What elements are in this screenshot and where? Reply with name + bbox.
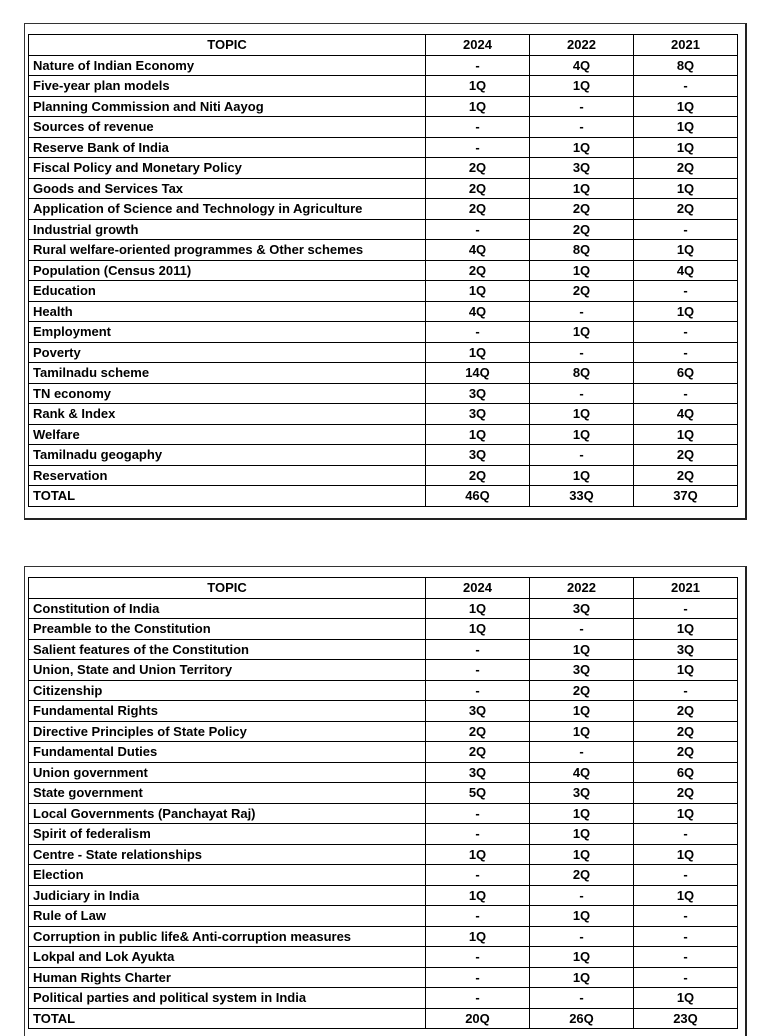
- question-count-cell: 2Q: [530, 219, 634, 240]
- topic-cell: Spirit of federalism: [29, 824, 426, 845]
- table-header-row: [29, 35, 738, 56]
- column-header-topic: TOPIC: [29, 578, 426, 599]
- column-header-year: 2022: [530, 35, 634, 56]
- question-count-cell: 14Q: [426, 363, 530, 384]
- question-count-cell: 2Q: [426, 178, 530, 199]
- table-row: [29, 619, 738, 640]
- column-header-year: 2024: [426, 35, 530, 56]
- topic-cell: Health: [29, 301, 426, 322]
- topic-cell: Human Rights Charter: [29, 967, 426, 988]
- table-row: [29, 76, 738, 97]
- topic-cell: Goods and Services Tax: [29, 178, 426, 199]
- question-count-cell: 3Q: [426, 404, 530, 425]
- question-count-cell: 1Q: [634, 424, 738, 445]
- question-count-cell: 3Q: [530, 598, 634, 619]
- table-row: [29, 742, 738, 763]
- question-count-cell: 2Q: [426, 465, 530, 486]
- table-row: [29, 967, 738, 988]
- question-count-cell: -: [634, 281, 738, 302]
- column-header-year: 2021: [634, 578, 738, 599]
- economy-panel: [24, 23, 747, 520]
- topic-cell: Rule of Law: [29, 906, 426, 927]
- question-count-cell: -: [426, 322, 530, 343]
- question-count-cell: 1Q: [426, 281, 530, 302]
- question-count-cell: -: [530, 445, 634, 466]
- topic-cell: Five-year plan models: [29, 76, 426, 97]
- table-row: [29, 445, 738, 466]
- topic-cell: Tamilnadu scheme: [29, 363, 426, 384]
- question-count-cell: 1Q: [530, 906, 634, 927]
- question-count-cell: 2Q: [530, 281, 634, 302]
- question-count-cell: 1Q: [530, 721, 634, 742]
- total-row: [29, 486, 738, 507]
- table-row: [29, 96, 738, 117]
- question-count-cell: 2Q: [634, 199, 738, 220]
- topic-cell: Corruption in public life& Anti-corruption measures: [29, 926, 426, 947]
- table-row: [29, 885, 738, 906]
- table-header-row: [29, 578, 738, 599]
- question-count-cell: 3Q: [426, 445, 530, 466]
- question-count-cell: 1Q: [634, 619, 738, 640]
- question-count-cell: 1Q: [530, 824, 634, 845]
- topic-cell: Election: [29, 865, 426, 886]
- question-count-cell: 1Q: [530, 803, 634, 824]
- question-count-cell: 1Q: [530, 424, 634, 445]
- topic-cell: Reserve Bank of India: [29, 137, 426, 158]
- question-count-cell: 1Q: [530, 76, 634, 97]
- column-header-year: 2024: [426, 578, 530, 599]
- question-count-cell: -: [634, 824, 738, 845]
- question-count-cell: 1Q: [634, 988, 738, 1009]
- table-row: [29, 660, 738, 681]
- question-count-cell: -: [426, 803, 530, 824]
- table-row: [29, 824, 738, 845]
- question-count-cell: 2Q: [634, 701, 738, 722]
- table-row: [29, 363, 738, 384]
- question-count-cell: -: [634, 322, 738, 343]
- question-count-cell: 2Q: [634, 445, 738, 466]
- topic-cell: Fundamental Duties: [29, 742, 426, 763]
- economy-topic-table: [28, 34, 738, 507]
- topic-cell: State government: [29, 783, 426, 804]
- table-row: [29, 137, 738, 158]
- topic-cell: Welfare: [29, 424, 426, 445]
- question-count-cell: 2Q: [634, 158, 738, 179]
- topic-cell: Preamble to the Constitution: [29, 619, 426, 640]
- table-row: [29, 701, 738, 722]
- table-row: [29, 301, 738, 322]
- topic-cell: Judiciary in India: [29, 885, 426, 906]
- topic-cell: Constitution of India: [29, 598, 426, 619]
- question-count-cell: -: [426, 117, 530, 138]
- question-count-cell: 3Q: [634, 639, 738, 660]
- question-count-cell: 1Q: [634, 240, 738, 261]
- table-row: [29, 260, 738, 281]
- question-count-cell: 6Q: [634, 363, 738, 384]
- question-count-cell: -: [634, 342, 738, 363]
- column-header-year: 2021: [634, 35, 738, 56]
- question-count-cell: 2Q: [634, 783, 738, 804]
- question-count-cell: -: [426, 137, 530, 158]
- question-count-cell: 2Q: [426, 260, 530, 281]
- topic-cell: Education: [29, 281, 426, 302]
- table-row: [29, 783, 738, 804]
- topic-cell: Centre - State relationships: [29, 844, 426, 865]
- topic-cell: Planning Commission and Niti Aayog: [29, 96, 426, 117]
- table-row: [29, 342, 738, 363]
- question-count-cell: 1Q: [634, 803, 738, 824]
- table-row: [29, 988, 738, 1009]
- question-count-cell: 2Q: [530, 199, 634, 220]
- question-count-cell: -: [530, 117, 634, 138]
- topic-cell: Rank & Index: [29, 404, 426, 425]
- table-row: [29, 404, 738, 425]
- question-count-cell: -: [426, 988, 530, 1009]
- question-count-cell: 2Q: [426, 199, 530, 220]
- question-count-cell: 1Q: [426, 76, 530, 97]
- question-count-cell: 1Q: [530, 322, 634, 343]
- question-count-cell: -: [426, 55, 530, 76]
- question-count-cell: 1Q: [426, 885, 530, 906]
- topic-cell: Nature of Indian Economy: [29, 55, 426, 76]
- question-count-cell: -: [530, 96, 634, 117]
- question-count-cell: 1Q: [634, 844, 738, 865]
- question-count-cell: 1Q: [530, 260, 634, 281]
- table-row: [29, 844, 738, 865]
- question-count-cell: 2Q: [426, 158, 530, 179]
- question-count-cell: 33Q: [530, 486, 634, 507]
- table-row: [29, 680, 738, 701]
- question-count-cell: 1Q: [530, 178, 634, 199]
- question-count-cell: -: [530, 885, 634, 906]
- topic-cell: Fundamental Rights: [29, 701, 426, 722]
- table-row: [29, 199, 738, 220]
- table-row: [29, 424, 738, 445]
- question-count-cell: 1Q: [634, 178, 738, 199]
- question-count-cell: -: [634, 947, 738, 968]
- question-count-cell: -: [426, 947, 530, 968]
- question-count-cell: -: [530, 619, 634, 640]
- question-count-cell: 46Q: [426, 486, 530, 507]
- question-count-cell: 2Q: [426, 742, 530, 763]
- question-count-cell: 8Q: [530, 240, 634, 261]
- question-count-cell: -: [530, 342, 634, 363]
- topic-cell: Fiscal Policy and Monetary Policy: [29, 158, 426, 179]
- column-header-topic: TOPIC: [29, 35, 426, 56]
- topic-cell: Reservation: [29, 465, 426, 486]
- question-count-cell: -: [530, 742, 634, 763]
- table-row: [29, 947, 738, 968]
- topic-cell: Lokpal and Lok Ayukta: [29, 947, 426, 968]
- question-count-cell: 2Q: [634, 465, 738, 486]
- question-count-cell: 4Q: [530, 55, 634, 76]
- question-count-cell: 4Q: [634, 260, 738, 281]
- question-count-cell: 1Q: [426, 619, 530, 640]
- topic-cell: Industrial growth: [29, 219, 426, 240]
- question-count-cell: 1Q: [634, 117, 738, 138]
- question-count-cell: -: [426, 824, 530, 845]
- question-count-cell: -: [634, 967, 738, 988]
- table-row: [29, 219, 738, 240]
- question-count-cell: 1Q: [426, 926, 530, 947]
- question-count-cell: 1Q: [634, 885, 738, 906]
- topic-cell: Salient features of the Constitution: [29, 639, 426, 660]
- question-count-cell: 2Q: [426, 721, 530, 742]
- question-count-cell: 1Q: [426, 844, 530, 865]
- question-count-cell: -: [426, 865, 530, 886]
- question-count-cell: 8Q: [634, 55, 738, 76]
- question-count-cell: 1Q: [426, 342, 530, 363]
- question-count-cell: 1Q: [530, 465, 634, 486]
- topic-cell: Poverty: [29, 342, 426, 363]
- question-count-cell: 1Q: [530, 947, 634, 968]
- question-count-cell: -: [426, 680, 530, 701]
- table-row: [29, 865, 738, 886]
- topic-cell: Sources of revenue: [29, 117, 426, 138]
- topic-cell: Local Governments (Panchayat Raj): [29, 803, 426, 824]
- table-row: [29, 926, 738, 947]
- table-row: [29, 598, 738, 619]
- question-count-cell: -: [634, 865, 738, 886]
- question-count-cell: 1Q: [530, 404, 634, 425]
- question-count-cell: 1Q: [530, 639, 634, 660]
- table-row: [29, 55, 738, 76]
- question-count-cell: -: [530, 383, 634, 404]
- question-count-cell: -: [634, 680, 738, 701]
- question-count-cell: 2Q: [530, 865, 634, 886]
- topic-cell: Population (Census 2011): [29, 260, 426, 281]
- question-count-cell: 6Q: [634, 762, 738, 783]
- question-count-cell: 3Q: [530, 783, 634, 804]
- polity-topic-table: [28, 577, 738, 1029]
- topic-cell: TN economy: [29, 383, 426, 404]
- topic-cell: Application of Science and Technology in Agriculture: [29, 199, 426, 220]
- topic-cell: Citizenship: [29, 680, 426, 701]
- question-count-cell: 1Q: [530, 967, 634, 988]
- topic-cell: Union, State and Union Territory: [29, 660, 426, 681]
- question-count-cell: 37Q: [634, 486, 738, 507]
- table-row: [29, 465, 738, 486]
- table-row: [29, 639, 738, 660]
- table-row: [29, 803, 738, 824]
- total-row: [29, 1008, 738, 1029]
- table-row: [29, 762, 738, 783]
- question-count-cell: -: [530, 926, 634, 947]
- question-count-cell: -: [530, 988, 634, 1009]
- table-row: [29, 721, 738, 742]
- topic-cell: Union government: [29, 762, 426, 783]
- question-count-cell: 2Q: [634, 721, 738, 742]
- topic-cell: TOTAL: [29, 486, 426, 507]
- topic-cell: Rural welfare-oriented programmes & Other schemes: [29, 240, 426, 261]
- question-count-cell: 1Q: [530, 701, 634, 722]
- question-count-cell: 1Q: [426, 598, 530, 619]
- column-header-year: 2022: [530, 578, 634, 599]
- table-row: [29, 117, 738, 138]
- question-count-cell: 1Q: [634, 301, 738, 322]
- question-count-cell: -: [426, 219, 530, 240]
- question-count-cell: -: [634, 219, 738, 240]
- question-count-cell: -: [634, 598, 738, 619]
- topic-cell: Employment: [29, 322, 426, 343]
- question-count-cell: 1Q: [426, 96, 530, 117]
- question-count-cell: 3Q: [530, 660, 634, 681]
- question-count-cell: 2Q: [634, 742, 738, 763]
- question-count-cell: 20Q: [426, 1008, 530, 1029]
- question-count-cell: 1Q: [634, 137, 738, 158]
- question-count-cell: 8Q: [530, 363, 634, 384]
- table-row: [29, 158, 738, 179]
- question-count-cell: -: [426, 639, 530, 660]
- question-count-cell: 5Q: [426, 783, 530, 804]
- question-count-cell: 4Q: [634, 404, 738, 425]
- question-count-cell: 1Q: [634, 660, 738, 681]
- question-count-cell: 23Q: [634, 1008, 738, 1029]
- table-row: [29, 281, 738, 302]
- question-count-cell: 1Q: [426, 424, 530, 445]
- topic-cell: Directive Principles of State Policy: [29, 721, 426, 742]
- question-count-cell: 3Q: [530, 158, 634, 179]
- question-count-cell: -: [426, 906, 530, 927]
- question-count-cell: 1Q: [634, 96, 738, 117]
- question-count-cell: -: [426, 660, 530, 681]
- question-count-cell: 4Q: [530, 762, 634, 783]
- question-count-cell: 4Q: [426, 240, 530, 261]
- question-count-cell: 2Q: [530, 680, 634, 701]
- question-count-cell: -: [530, 301, 634, 322]
- topic-cell: Tamilnadu geogaphy: [29, 445, 426, 466]
- table-row: [29, 322, 738, 343]
- question-count-cell: 3Q: [426, 383, 530, 404]
- table-row: [29, 383, 738, 404]
- question-count-cell: -: [634, 926, 738, 947]
- question-count-cell: 3Q: [426, 762, 530, 783]
- question-count-cell: -: [426, 967, 530, 988]
- question-count-cell: 4Q: [426, 301, 530, 322]
- question-count-cell: -: [634, 76, 738, 97]
- table-row: [29, 178, 738, 199]
- topic-cell: Political parties and political system in India: [29, 988, 426, 1009]
- table-row: [29, 906, 738, 927]
- table-row: [29, 240, 738, 261]
- question-count-cell: 1Q: [530, 137, 634, 158]
- polity-panel: [24, 566, 747, 1036]
- question-count-cell: 1Q: [530, 844, 634, 865]
- question-count-cell: -: [634, 383, 738, 404]
- question-count-cell: -: [634, 906, 738, 927]
- question-count-cell: 3Q: [426, 701, 530, 722]
- question-count-cell: 26Q: [530, 1008, 634, 1029]
- topic-cell: TOTAL: [29, 1008, 426, 1029]
